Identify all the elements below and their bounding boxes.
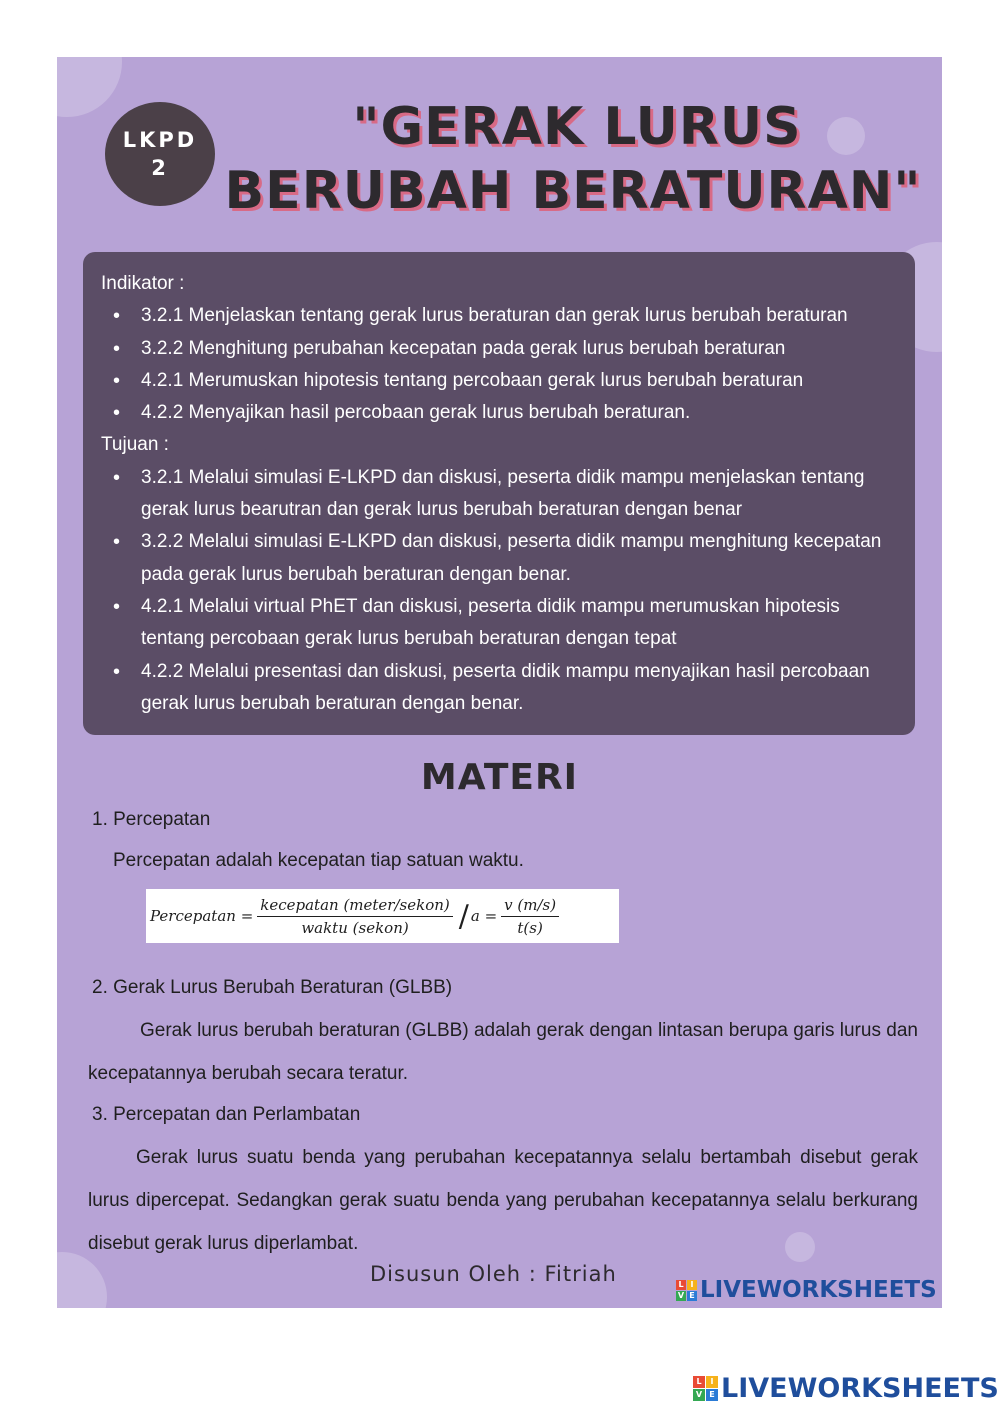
liveworksheets-logo [676, 1277, 937, 1303]
logo-blocks-icon [676, 1280, 697, 1301]
decor-circle [57, 57, 122, 117]
goal-list [101, 462, 895, 720]
badge-label: LKPD [122, 128, 198, 152]
materi-heading: MATERI [420, 757, 579, 798]
objectives-box [83, 252, 915, 735]
liveworksheets-footer-logo[interactable] [693, 1373, 999, 1404]
page-title [224, 95, 927, 223]
logo-block: I [687, 1280, 697, 1290]
section-2-text: Gerak lurus berubah beraturan (GLBB) adalah gerak dengan lintasan berupa garis lurus dan kecepatannya berubah secara teratur. [88, 1020, 918, 1084]
formula-numerator: kecepatan (meter/sekon) [257, 896, 452, 917]
indicator-item: • 3.2.2 Menghitung perubahan kecepatan pada gerak lurus berubah beraturan [101, 333, 895, 365]
logo-blocks-icon [693, 1376, 718, 1401]
indicator-heading: Indikator : [101, 273, 185, 294]
indicator-list [101, 300, 895, 429]
indicator-item: • 3.2.1 Menjelaskan tentang gerak lurus beraturan dan gerak lurus berubah beraturan [101, 300, 895, 332]
formula-denominator: t(s) [517, 918, 543, 937]
title-line-2: BERUBAH BERATURAN" [224, 161, 922, 221]
badge-number: 2 [151, 156, 169, 180]
logo-block: V [677, 1290, 685, 1300]
formula-denominator: waktu (sekon) [301, 918, 409, 937]
formula-mid: a = [470, 907, 498, 925]
logo-block: E [687, 1291, 697, 1301]
logo-block: E [706, 1389, 718, 1401]
logo-block: I [706, 1376, 718, 1388]
logo-block: L [676, 1280, 686, 1290]
goal-item: • 3.2.1 Melalui simulasi E-LKPD dan diskusi, peserta didik mampu menjelaskan tentang gerak lurus bearutran dan gerak lurus berubah beraturan dengan benar [101, 462, 895, 527]
goal-item: • 4.2.1 Melalui virtual PhET dan diskusi, peserta didik mampu merumuskan hipotesis tentang percobaan gerak lurus berubah beraturan dengan tepat [101, 591, 895, 656]
title-line-1: "GERAK LURUS [352, 97, 802, 157]
author-credit: Disusun Oleh : Fitriah [370, 1262, 617, 1286]
section-3-text: Gerak lurus suatu benda yang perubahan kecepatannya selalu bertambah disebut gerak lurus dipercepat. Sedangkan gerak suatu benda yang perubahan kecepatannya selalu berkurang disebut gerak lurus diperlambat. [88, 1147, 918, 1254]
section-2-title: 2. Gerak Lurus Berubah Beraturan (GLBB) [92, 977, 453, 998]
logo-text: LIVEWORKSHEETS [700, 1277, 937, 1303]
goal-item: • 3.2.2 Melalui simulasi E-LKPD dan diskusi, peserta didik mampu menghitung kecepatan pada gerak lurus berubah beraturan dengan benar. [101, 526, 895, 591]
goal-item: • 4.2.2 Melalui presentasi dan diskusi, peserta didik mampu menyajikan hasil percobaan gerak lurus berubah beraturan dengan benar. [101, 656, 895, 721]
lkpd-badge [105, 102, 215, 206]
logo-block: V [693, 1389, 705, 1401]
worksheet-page [57, 57, 942, 1308]
formula-fraction-1 [257, 896, 452, 937]
indicator-item: • 4.2.2 Menyajikan hasil percobaan gerak lurus berubah beraturan. [101, 397, 895, 429]
section-1-title: 1. Percepatan [92, 809, 211, 830]
section-3-title: 3. Percepatan dan Perlambatan [92, 1104, 361, 1125]
indicator-item: • 4.2.1 Merumuskan hipotesis tentang percobaan gerak lurus berubah beraturan [101, 365, 895, 397]
section-1-text: Percepatan adalah kecepatan tiap satuan waktu. [113, 850, 524, 871]
formula-slash: / [458, 898, 469, 934]
acceleration-formula [146, 889, 619, 943]
logo-block: L [693, 1376, 705, 1388]
formula-fraction-2 [501, 896, 559, 937]
logo-text: LIVEWORKSHEETS [721, 1373, 999, 1404]
formula-lhs: Percepatan = [150, 907, 254, 925]
formula-numerator: v (m/s) [501, 896, 559, 917]
goal-heading: Tujuan : [101, 434, 169, 456]
